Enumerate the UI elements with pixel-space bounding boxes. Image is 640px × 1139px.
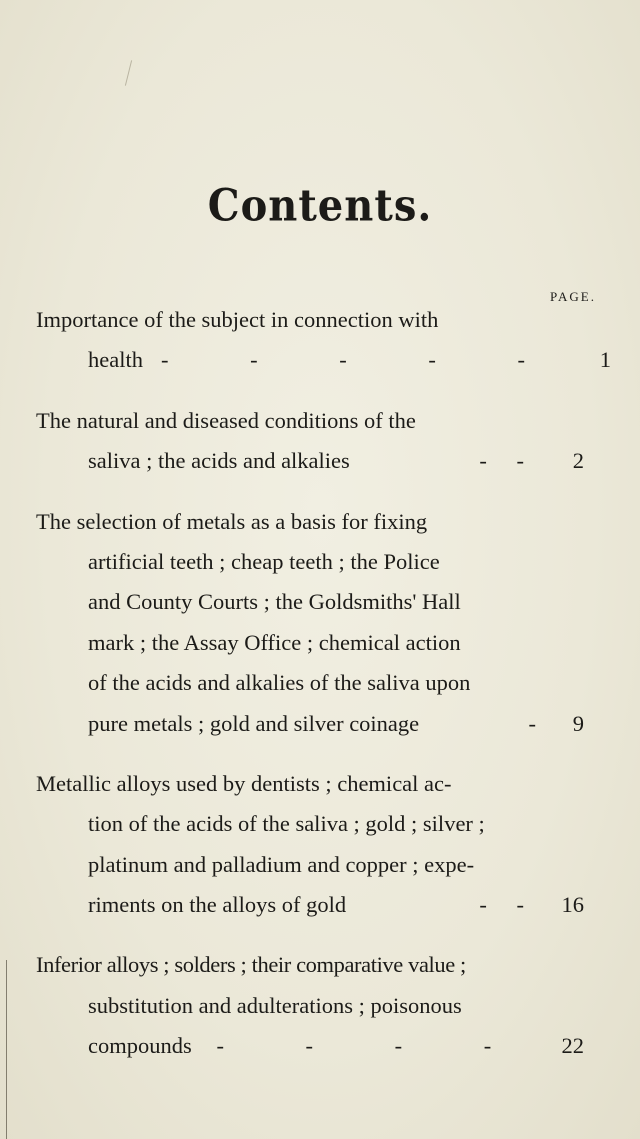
toc-line: Metallic alloys used by dentists ; chemical ac- bbox=[36, 770, 452, 796]
pencil-mark bbox=[125, 60, 132, 85]
toc-page-number: 2 bbox=[572, 448, 584, 474]
dot-leader bbox=[192, 1026, 554, 1066]
toc-entry bbox=[36, 401, 584, 482]
toc-last-line bbox=[36, 340, 611, 380]
toc-entry bbox=[36, 502, 584, 744]
toc-page-number: 1 bbox=[599, 347, 611, 373]
dot-leader bbox=[346, 885, 554, 925]
dot-leader bbox=[350, 441, 554, 481]
toc-last-line bbox=[36, 885, 584, 925]
toc-line: Importance of the subject in connection with bbox=[36, 307, 439, 332]
page-column-label: PAGE. bbox=[549, 289, 596, 304]
toc-entry bbox=[36, 945, 584, 1066]
toc-line: of the acids and alkalies of the saliva upon bbox=[88, 670, 471, 696]
toc-line-text: health bbox=[88, 347, 143, 373]
toc-line: and County Courts ; the Goldsmiths' Hall bbox=[88, 589, 461, 615]
toc-line: platinum and palladium and copper ; expe- bbox=[88, 851, 475, 877]
page-edge-shadow bbox=[6, 960, 7, 1139]
dot-leader-text: - - bbox=[479, 448, 536, 474]
toc-line-text: riments on the alloys of gold bbox=[88, 892, 347, 918]
toc-line: The selection of metals as a basis for fixing bbox=[36, 508, 428, 534]
dot-leader bbox=[143, 340, 581, 380]
dot-leader-text: - - bbox=[479, 892, 536, 918]
toc-last-line bbox=[36, 441, 584, 481]
toc-line: mark ; the Assay Office ; chemical action bbox=[88, 629, 461, 655]
toc-line-text: pure metals ; gold and silver coinage bbox=[88, 710, 420, 736]
dot-leader-text: - bbox=[528, 710, 536, 736]
toc-line: substitution and adulterations ; poisonous bbox=[88, 992, 462, 1018]
toc-line: tion of the acids of the saliva ; gold ; silver ; bbox=[88, 811, 485, 837]
toc-entry bbox=[36, 764, 584, 926]
toc-page-number: 22 bbox=[561, 1033, 584, 1059]
toc-entry bbox=[36, 300, 611, 381]
toc-line: artificial teeth ; cheap teeth ; the Police bbox=[88, 548, 440, 574]
toc-page-number: 9 bbox=[572, 710, 584, 736]
toc-last-line bbox=[36, 704, 584, 744]
toc-line: The natural and diseased conditions of the bbox=[36, 407, 416, 433]
toc-line: Inferior alloys ; solders ; their comparative value ; bbox=[36, 952, 466, 978]
toc-page-number: 16 bbox=[561, 892, 584, 918]
toc-line-text: compounds bbox=[88, 1033, 192, 1059]
dot-leader-text: - - - - bbox=[216, 1033, 530, 1059]
toc-last-line bbox=[36, 1026, 584, 1066]
toc-line-text: saliva ; the acids and alkalies bbox=[88, 448, 350, 474]
dot-leader bbox=[419, 704, 554, 744]
table-of-contents bbox=[36, 300, 611, 1087]
contents-heading: Contents. bbox=[207, 179, 433, 232]
dot-leader-text: - - - - - bbox=[160, 347, 563, 373]
